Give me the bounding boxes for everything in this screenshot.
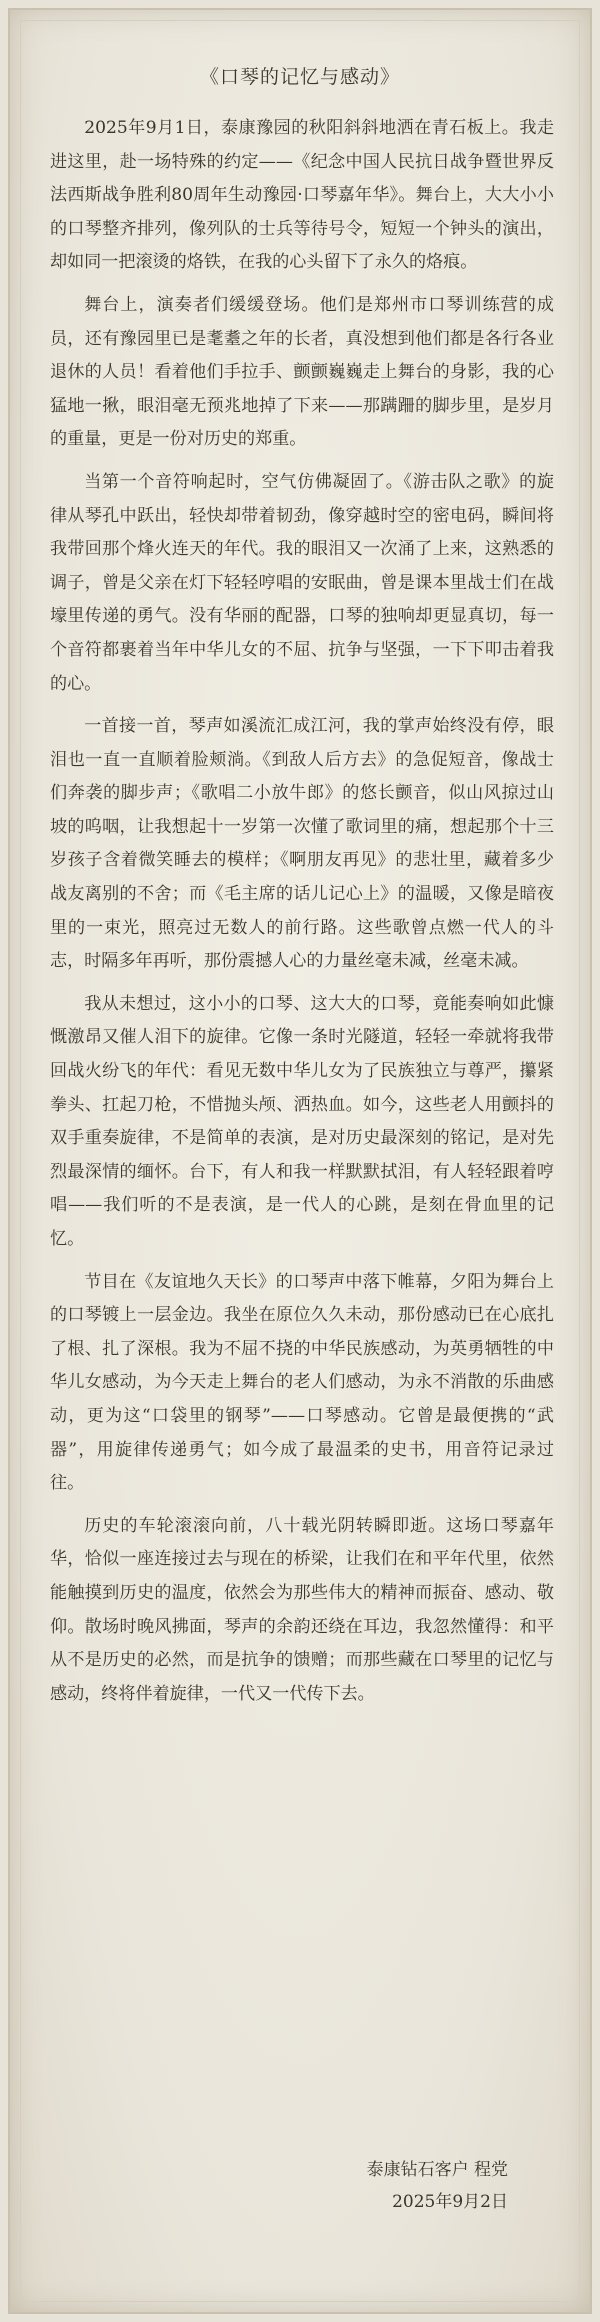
paragraph-4: 一首接一首，琴声如溪流汇成江河，我的掌声始终没有停，眼泪也一直一直顺着脸颊淌。《到敌人后方去》的急促短音，像战士们奔袭的脚步声；《歌唱二小放牛郎》的悠长颤音，似山风掠过山坡的呜咽，让我想起十一岁第一次懂了歌词里的痛，想起那个十三岁孩子含着微笑睡去的模样；《啊朋友再见》的悲壮里，藏着多少战友离别的不舍；而《毛主席的话儿记心上》的温暖，又像是暗夜里的一束光，照亮过无数人的前行路。这些歌曾点燃一代人的斗志，时隔多年再听，那份震撼人心的力量丝毫未减，丝毫未减。	[50, 716, 554, 972]
paragraph-2: 舞台上，演奏者们缓缓登场。他们是郑州市口琴训练营的成员，还有豫园里已是耄耋之年的长者，真没想到他们都是各行各业退休的人员！看着他们手拉手、颤颤巍巍走上舞台的身影，我的心猛地一揪，眼泪毫无预兆地掉了下来——那蹒跚的脚步里，是岁月的重量，更是一份对历史的郑重。	[50, 294, 554, 450]
signature-date: 2025年9月2日	[392, 2192, 508, 2212]
signature-author: 泰康钻石客户 程党	[366, 2160, 508, 2180]
paper-page	[8, 8, 592, 2314]
signature-block	[367, 2154, 508, 2218]
article-body	[50, 112, 554, 1720]
paragraph-7: 历史的车轮滚滚向前，八十载光阴转瞬即逝。这场口琴嘉年华，恰似一座连接过去与现在的桥梁，让我们在和平年代里，依然能触摸到历史的温度，依然会为那些伟大的精神而振奋、感动、敬仰。散场时晚风拂面，琴声的余韵还绕在耳边，我忽然懂得：和平从不是历史的必然，而是抗争的馈赠；而那些藏在口琴里的记忆与感动，终将伴着旋律，一代又一代传下去。	[50, 1515, 554, 1704]
paragraph-1: 2025年9月1日，泰康豫园的秋阳斜斜地洒在青石板上。我走进这里，赴一场特殊的约定——《纪念中国人民抗日战争暨世界反法西斯战争胜利80周年生动豫园·口琴嘉年华》。舞台上，大大小小的口琴整齐排列，像列队的士兵等待号令，短短一个钟头的演出，却如同一把滚烫的烙铁，在我的心头留下了永久的烙痕。	[50, 118, 554, 273]
paragraph-6: 节目在《友谊地久天长》的口琴声中落下帷幕，夕阳为舞台上的口琴镀上一层金边。我坐在原位久久未动，那份感动已在心底扎了根、扎了深根。我为不屈不挠的中华民族感动，为英勇牺牲的中华儿女感动，为今天走上舞台的老人们感动，为永不消散的乐曲感动，更为这“口袋里的钢琴”——口琴感动。它曾是最便携的“武器”，用旋律传递勇气；如今成了最温柔的史书，用音符记录过往。	[50, 1271, 554, 1494]
article-title: 《口琴的记忆与感动》	[199, 66, 400, 88]
paragraph-3: 当第一个音符响起时，空气仿佛凝固了。《游击队之歌》的旋律从琴孔中跃出，轻快却带着韧劲，像穿越时空的密电码，瞬间将我带回那个烽火连天的年代。我的眼泪又一次涌了上来，这熟悉的调子，曾是父亲在灯下轻轻哼唱的安眠曲，曾是课本里战士们在战壕里传递的勇气。没有华丽的配器，口琴的独响却更显真切，每一个音符都裹着当年中华儿女的不屈、抗争与坚强，一下下叩击着我的心。	[50, 471, 554, 694]
paragraph-5: 我从未想过，这小小的口琴、这大大的口琴，竟能奏响如此慷慨激昂又催人泪下的旋律。它像一条时光隧道，轻轻一牵就将我带回战火纷飞的年代：看见无数中华儿女为了民族独立与尊严，攥紧拳头、扛起刀枪，不惜抛头颅、洒热血。如今，这些老人用颤抖的双手重奏旋律，不是简单的表演，是对历史最深刻的铭记，是对先烈最深情的缅怀。台下，有人和我一样默默拭泪，有人轻轻跟着哼唱——我们听的不是表演，是一代人的心跳，是刻在骨血里的记忆。	[50, 993, 554, 1249]
